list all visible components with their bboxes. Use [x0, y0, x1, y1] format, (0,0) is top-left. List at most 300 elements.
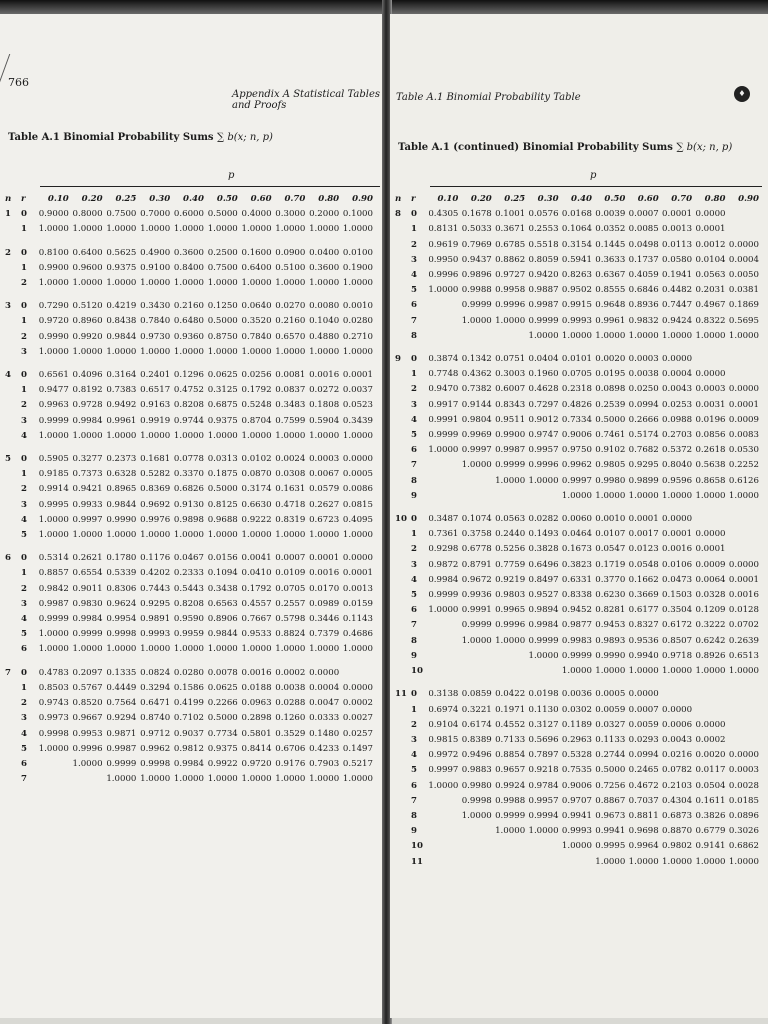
probability-cell: 0.4672 — [628, 780, 659, 791]
probability-cell: 0.3520 — [241, 316, 272, 327]
n-cell — [394, 824, 410, 839]
r-cell: 6 — [411, 605, 417, 616]
table-row — [394, 474, 760, 489]
r-cell: 0 — [411, 689, 417, 700]
probability-cell: 0.9842 — [38, 583, 69, 594]
probability-cell: 0.2627 — [309, 499, 340, 510]
r-cell: 9 — [411, 650, 417, 661]
probability-cell: 0.6471 — [140, 698, 171, 709]
probability-cell: 0.9141 — [695, 841, 726, 852]
probability-cell: 0.0043 — [662, 734, 693, 745]
probability-cell: 0.0000 — [695, 529, 726, 540]
probability-cell: 1.0000 — [628, 666, 659, 677]
probability-cell — [426, 824, 459, 839]
probability-cell — [459, 664, 492, 679]
probability-cell: 0.9712 — [140, 728, 171, 739]
table-row — [4, 528, 374, 543]
probability-cell: 0.9730 — [140, 331, 171, 342]
probability-cell: 0.0548 — [628, 559, 659, 570]
probability-cell: 0.7037 — [628, 795, 659, 806]
probability-cell: 0.6570 — [275, 331, 306, 342]
probability-cell: 0.6177 — [628, 605, 659, 616]
probability-cell: 0.9533 — [241, 629, 272, 640]
probability-cell: 1.0000 — [428, 285, 459, 296]
probability-cell: 0.8322 — [695, 315, 726, 326]
probability-cell: 0.3483 — [275, 400, 306, 411]
probability-cell: 1.0000 — [342, 346, 373, 357]
probability-cell: 0.8327 — [628, 620, 659, 631]
r-cell: 0 — [21, 247, 27, 258]
r-cell: 3 — [411, 559, 417, 570]
probability-cell — [526, 839, 559, 854]
r-cell: 5 — [21, 743, 27, 754]
probability-cell: 0.0005 — [342, 469, 373, 480]
probability-cell: 0.9915 — [561, 300, 592, 311]
r-cell: 2 — [21, 698, 27, 709]
probability-cell: 0.0036 — [561, 689, 592, 700]
column-header: 0.40 — [183, 194, 204, 204]
probability-cell: 0.8658 — [695, 475, 726, 486]
probability-cell: 0.0464 — [561, 529, 592, 540]
r-cell: 0 — [411, 354, 417, 365]
n-cell — [394, 298, 410, 313]
probability-cell: 0.0000 — [662, 354, 693, 365]
probability-cell: 0.5625 — [106, 247, 137, 258]
table-row — [394, 573, 760, 588]
probability-cell: 0.9919 — [140, 415, 171, 426]
probability-cell: 0.6126 — [728, 475, 759, 486]
probability-cell: 0.7734 — [207, 728, 238, 739]
probability-cell: 0.0198 — [528, 689, 559, 700]
probability-cell: 0.0012 — [695, 239, 726, 250]
probability-cell: 0.2465 — [628, 765, 659, 776]
probability-cell: 0.9924 — [495, 780, 526, 791]
probability-cell: 1.0000 — [528, 330, 559, 341]
probability-cell: 1.0000 — [342, 644, 373, 655]
probability-cell — [493, 839, 526, 854]
probability-cell: 0.5282 — [140, 469, 171, 480]
probability-cell: 0.9747 — [528, 430, 559, 441]
probability-cell: 0.9844 — [106, 499, 137, 510]
probability-cell: 0.0017 — [628, 529, 659, 540]
column-header: 0.90 — [352, 194, 373, 204]
probability-cell: 0.6496 — [528, 559, 559, 570]
probability-cell: 0.9619 — [428, 239, 459, 250]
probability-cell: 1.0000 — [173, 774, 204, 785]
page-badge: ♦ — [734, 86, 750, 102]
probability-cell: 0.3125 — [207, 385, 238, 396]
probability-cell: 0.5638 — [695, 460, 726, 471]
probability-cell: 0.9957 — [528, 445, 559, 456]
probability-cell: 1.0000 — [595, 666, 626, 677]
probability-cell: 1.0000 — [628, 330, 659, 341]
probability-cell: 0.9980 — [595, 475, 626, 486]
probability-cell: 0.9784 — [528, 780, 559, 791]
probability-cell: 0.9998 — [140, 758, 171, 769]
probability-cell — [727, 733, 760, 748]
probability-cell: 0.8438 — [106, 316, 137, 327]
probability-cell: 0.9999 — [528, 315, 559, 326]
table-row — [394, 603, 760, 618]
table-row — [394, 779, 760, 794]
probability-cell: 0.9176 — [275, 758, 306, 769]
probability-cell: 0.4199 — [173, 698, 204, 709]
r-cell: 1 — [21, 262, 27, 273]
probability-cell: 0.0010 — [595, 514, 626, 525]
probability-cell: 0.7461 — [595, 430, 626, 441]
probability-cell: 0.0530 — [728, 445, 759, 456]
n-cell — [4, 612, 20, 627]
probability-cell: 0.9832 — [628, 315, 659, 326]
probability-cell: 0.8857 — [38, 568, 69, 579]
probability-cell: 0.0001 — [728, 399, 759, 410]
probability-cell: 0.5339 — [106, 568, 137, 579]
probability-cell — [526, 855, 559, 870]
probability-cell: 0.0104 — [695, 254, 726, 265]
probability-cell: 0.0782 — [662, 765, 693, 776]
p-rule — [430, 186, 762, 187]
probability-cell: 0.8854 — [495, 750, 526, 761]
probability-cell: 0.1737 — [628, 254, 659, 265]
probability-cell: 0.0007 — [628, 209, 659, 220]
n-cell — [394, 367, 410, 382]
probability-cell: 0.5695 — [728, 315, 759, 326]
probability-cell: 0.9144 — [461, 399, 492, 410]
probability-cell: 0.5518 — [528, 239, 559, 250]
probability-cell: 0.9720 — [241, 758, 272, 769]
probability-cell: 0.0038 — [628, 369, 659, 380]
r-cell: 8 — [411, 635, 417, 646]
table-title — [8, 132, 273, 143]
column-header: 0.30 — [149, 194, 171, 204]
probability-cell: 0.8000 — [72, 209, 103, 220]
n-cell — [4, 582, 20, 597]
probability-cell — [493, 855, 526, 870]
probability-cell: 1.0000 — [106, 278, 137, 289]
n-cell — [4, 498, 20, 513]
probability-cell: 0.0001 — [309, 553, 340, 564]
probability-cell: 1.0000 — [173, 530, 204, 541]
group-gap — [4, 658, 374, 666]
probability-cell: 0.4783 — [38, 667, 69, 678]
probability-cell: 1.0000 — [38, 530, 69, 541]
n-cell — [394, 649, 410, 664]
probability-cell: 0.4233 — [309, 743, 340, 754]
table-row — [394, 207, 760, 222]
n-cell — [4, 276, 20, 291]
table-title-text: Table A.1 (continued) Binomial Probability Sums — [398, 142, 673, 153]
probability-cell: 0.8281 — [595, 605, 626, 616]
probability-cell: 1.0000 — [140, 774, 171, 785]
probability-cell: 0.0579 — [309, 484, 340, 495]
probability-cell: 0.8369 — [140, 484, 171, 495]
n-cell: 4 — [5, 370, 11, 381]
table-row — [4, 398, 374, 413]
probability-cell: 0.0005 — [595, 689, 626, 700]
group-gap — [4, 291, 374, 299]
table-row — [4, 727, 374, 742]
probability-cell: 0.5000 — [595, 765, 626, 776]
probability-cell: 0.0117 — [695, 765, 726, 776]
probability-cell: 0.5696 — [528, 734, 559, 745]
probability-cell: 0.9999 — [38, 614, 69, 625]
probability-cell: 0.1792 — [241, 583, 272, 594]
probability-cell: 0.0815 — [342, 499, 373, 510]
probability-cell: 0.8497 — [528, 574, 559, 585]
probability-cell: 0.0020 — [595, 354, 626, 365]
n-cell — [4, 566, 20, 581]
probability-cell: 0.1335 — [106, 667, 137, 678]
probability-cell: 1.0000 — [695, 856, 726, 867]
probability-cell: 0.5000 — [207, 316, 238, 327]
probability-cell: 0.3758 — [461, 529, 492, 540]
n-cell — [394, 703, 410, 718]
probability-cell: 0.5372 — [662, 445, 693, 456]
probability-cell: 0.9000 — [38, 209, 69, 220]
probability-cell: 0.9893 — [595, 635, 626, 646]
probability-cell: 1.0000 — [275, 278, 306, 289]
probability-cell: 1.0000 — [309, 774, 340, 785]
probability-cell: 0.0085 — [628, 224, 659, 235]
probability-cell — [459, 489, 492, 504]
probability-cell: 1.0000 — [38, 644, 69, 655]
probability-cell: 0.9130 — [173, 499, 204, 510]
probability-cell: 0.0504 — [695, 780, 726, 791]
probability-cell: 0.9477 — [38, 385, 69, 396]
probability-cell: 0.9600 — [72, 262, 103, 273]
probability-cell: 0.1780 — [106, 553, 137, 564]
probability-cell: 0.3438 — [207, 583, 238, 594]
probability-cell: 0.3127 — [528, 719, 559, 730]
n-cell — [4, 398, 20, 413]
probability-cell: 0.0156 — [207, 553, 238, 564]
probability-cell: 0.0101 — [561, 354, 592, 365]
probability-cell: 0.0994 — [628, 750, 659, 761]
probability-cell: 0.1130 — [528, 704, 559, 715]
probability-cell: 1.0000 — [140, 278, 171, 289]
probability-cell: 0.0898 — [595, 384, 626, 395]
probability-cell: 0.7334 — [561, 414, 592, 425]
table-row — [4, 330, 374, 345]
n-cell — [394, 748, 410, 763]
probability-cell: 0.9163 — [140, 400, 171, 411]
r-cell: 7 — [411, 795, 417, 806]
probability-cell: 0.0257 — [342, 728, 373, 739]
probability-cell — [426, 314, 459, 329]
probability-cell: 0.0016 — [241, 667, 272, 678]
probability-cell — [340, 666, 374, 681]
probability-cell: 0.2500 — [207, 247, 238, 258]
probability-cell: 1.0000 — [528, 650, 559, 661]
probability-cell: 1.0000 — [528, 826, 559, 837]
probability-cell: 0.1941 — [662, 270, 693, 281]
probability-cell: 0.9743 — [38, 698, 69, 709]
r-cell: 0 — [411, 514, 417, 525]
probability-cell: 0.9844 — [106, 331, 137, 342]
probability-cell: 0.0308 — [275, 469, 306, 480]
probability-cell: 0.1869 — [728, 300, 759, 311]
probability-cell: 1.0000 — [628, 856, 659, 867]
probability-cell: 0.5798 — [275, 614, 306, 625]
probability-cell: 1.0000 — [595, 490, 626, 501]
probability-cell: 0.8740 — [140, 713, 171, 724]
probability-cell: 0.9997 — [72, 514, 103, 525]
probability-cell — [426, 458, 459, 473]
probability-cell: 0.9999 — [495, 810, 526, 821]
probability-cell: 0.6875 — [207, 400, 238, 411]
probability-cell: 1.0000 — [342, 774, 373, 785]
probability-cell: 0.2553 — [528, 224, 559, 235]
probability-cell: 0.8867 — [595, 795, 626, 806]
table-row — [394, 489, 760, 504]
probability-cell: 0.0086 — [342, 484, 373, 495]
probability-cell — [426, 474, 459, 489]
table-row — [394, 649, 760, 664]
probability-cell: 1.0000 — [595, 856, 626, 867]
probability-cell: 0.0080 — [309, 301, 340, 312]
probability-cell: 0.0000 — [662, 514, 693, 525]
probability-cell: 0.0523 — [342, 400, 373, 411]
probability-cell: 0.9936 — [461, 590, 492, 601]
probability-cell: 0.9994 — [528, 810, 559, 821]
r-cell: 11 — [411, 856, 423, 867]
probability-cell: 0.0253 — [662, 399, 693, 410]
probability-cell: 0.3826 — [695, 810, 726, 821]
column-header: r — [21, 194, 26, 204]
probability-cell: 0.0327 — [595, 719, 626, 730]
n-cell: 6 — [5, 553, 11, 564]
r-cell: 4 — [21, 728, 27, 739]
probability-cell: 0.4826 — [561, 399, 592, 410]
probability-cell: 0.0024 — [275, 454, 306, 465]
left-page — [0, 14, 386, 1018]
column-header: 0.10 — [437, 194, 459, 204]
probability-cell: 0.9988 — [461, 285, 492, 296]
probability-cell: 0.9993 — [561, 315, 592, 326]
probability-cell: 0.9295 — [628, 460, 659, 471]
right-page — [390, 14, 768, 1018]
table-row — [394, 542, 760, 557]
probability-cell: 0.2703 — [662, 430, 693, 441]
probability-cell: 0.7500 — [207, 262, 238, 273]
n-cell — [4, 528, 20, 543]
table-row — [394, 558, 760, 573]
table-row — [4, 299, 374, 314]
probability-cell: 1.0000 — [309, 278, 340, 289]
probability-cell: 0.0109 — [275, 568, 306, 579]
r-cell: 5 — [411, 285, 417, 296]
probability-cell: 0.6331 — [561, 574, 592, 585]
probability-cell: 1.0000 — [241, 774, 272, 785]
probability-cell — [426, 489, 459, 504]
probability-cell: 0.0060 — [561, 514, 592, 525]
probability-cell: 1.0000 — [140, 346, 171, 357]
probability-cell: 1.0000 — [728, 330, 759, 341]
probability-cell — [426, 634, 459, 649]
probability-cell: 0.9375 — [207, 743, 238, 754]
n-cell — [394, 489, 410, 504]
table-row — [394, 413, 760, 428]
group-gap — [4, 444, 374, 452]
probability-cell — [426, 809, 459, 824]
r-cell: 2 — [21, 331, 27, 342]
n-cell — [4, 627, 20, 642]
probability-cell: 0.9222 — [241, 514, 272, 525]
probability-cell: 0.6367 — [595, 270, 626, 281]
probability-cell: 0.7903 — [309, 758, 340, 769]
probability-cell: 0.0751 — [495, 354, 526, 365]
probability-cell: 0.9973 — [38, 713, 69, 724]
probability-cell — [727, 222, 760, 237]
probability-cell: 0.0003 — [695, 384, 726, 395]
binomial-table-right — [394, 192, 760, 870]
probability-cell — [426, 298, 459, 313]
probability-cell: 0.5000 — [207, 484, 238, 495]
table-row — [394, 748, 760, 763]
probability-cell: 1.0000 — [728, 666, 759, 677]
probability-cell — [727, 718, 760, 733]
probability-cell: 1.0000 — [561, 330, 592, 341]
probability-cell: 1.0000 — [72, 278, 103, 289]
probability-cell — [493, 664, 526, 679]
probability-cell: 0.9987 — [528, 300, 559, 311]
probability-cell: 1.0000 — [207, 278, 238, 289]
probability-cell: 1.0000 — [106, 774, 137, 785]
n-cell — [394, 733, 410, 748]
n-cell — [4, 429, 20, 444]
n-cell — [4, 383, 20, 398]
probability-cell: 0.0038 — [275, 682, 306, 693]
probability-cell — [426, 329, 459, 344]
n-cell — [4, 742, 20, 757]
page-number: 766 — [8, 76, 29, 89]
probability-cell: 0.2618 — [695, 445, 726, 456]
probability-cell — [426, 649, 459, 664]
probability-cell: 0.9453 — [595, 620, 626, 631]
probability-cell: 0.3874 — [428, 354, 459, 365]
probability-cell: 0.2401 — [140, 370, 171, 381]
probability-cell: 0.7840 — [241, 331, 272, 342]
probability-cell: 0.9624 — [106, 598, 137, 609]
probability-cell: 0.0400 — [309, 247, 340, 258]
probability-cell: 0.3823 — [561, 559, 592, 570]
r-cell: 3 — [411, 399, 417, 410]
probability-cell: 0.7500 — [106, 209, 137, 220]
probability-cell: 0.1209 — [695, 605, 726, 616]
probability-cell — [36, 772, 70, 787]
group-gap — [394, 679, 760, 687]
r-cell: 4 — [21, 514, 27, 525]
n-cell: 2 — [5, 247, 11, 258]
probability-cell: 0.1445 — [595, 239, 626, 250]
r-cell: 1 — [21, 385, 27, 396]
table-row — [4, 207, 374, 222]
probability-cell: 0.9877 — [561, 620, 592, 631]
probability-cell: 0.0106 — [662, 559, 693, 570]
probability-cell: 0.0896 — [728, 810, 759, 821]
probability-cell: 0.8960 — [72, 316, 103, 327]
n-cell: 9 — [395, 354, 401, 365]
probability-cell — [36, 757, 70, 772]
n-cell — [394, 474, 410, 489]
probability-cell: 0.0381 — [728, 285, 759, 296]
probability-cell: 0.4219 — [106, 301, 137, 312]
probability-cell: 1.0000 — [561, 666, 592, 677]
r-cell: 0 — [21, 301, 27, 312]
probability-cell: 1.0000 — [106, 530, 137, 541]
probability-cell: 0.0100 — [342, 247, 373, 258]
probability-cell: 0.0107 — [595, 529, 626, 540]
